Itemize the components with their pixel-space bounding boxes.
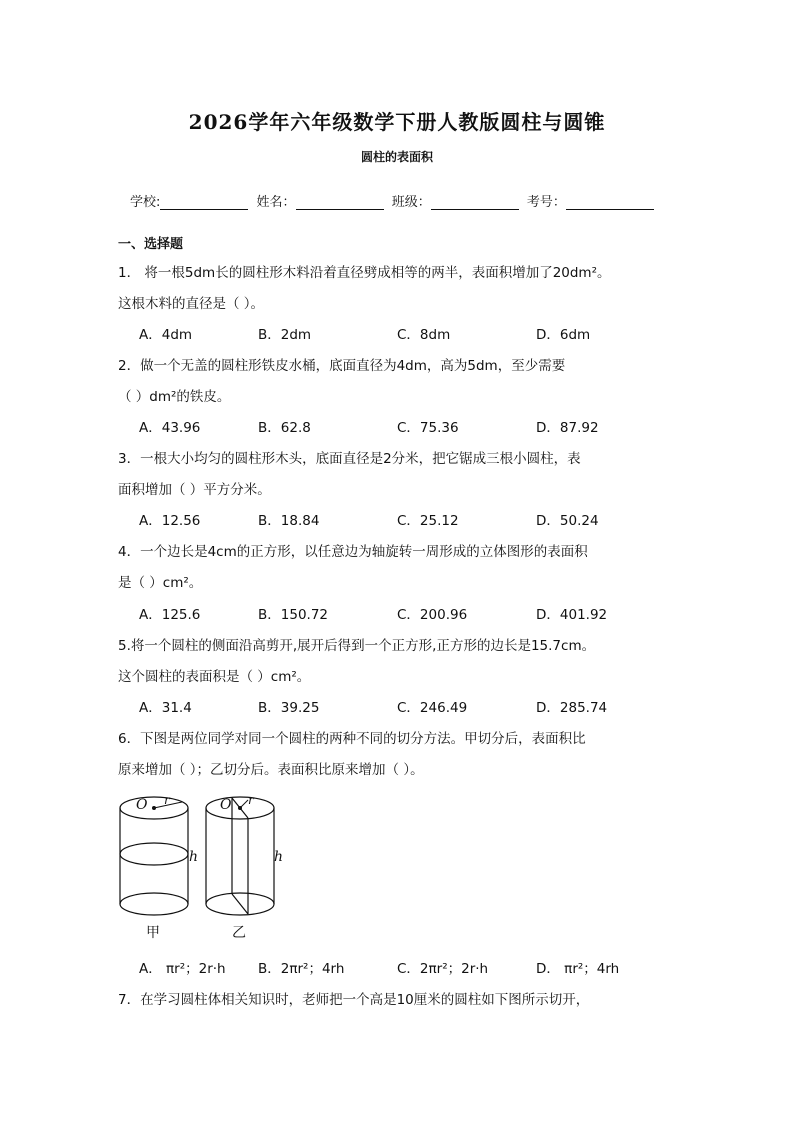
cylinder-figure xyxy=(110,790,310,945)
question-1-option-b[interactable]: B．2dm xyxy=(258,327,312,343)
student-info-row xyxy=(130,191,658,210)
class-field[interactable] xyxy=(431,195,519,210)
question-4-line-1: 4．一个边长是4cm的正方形，以任意边为轴旋转一周形成的立体图形的表面积 xyxy=(118,544,588,560)
question-6-line-1: 6．下图是两位同学对同一个圆柱的两种不同的切分方法。甲切分后，表面积比 xyxy=(118,731,586,747)
question-1-option-a[interactable]: A．4dm xyxy=(139,327,193,343)
question-5-line-2: 这个圆柱的表面积是（ ）cm²。 xyxy=(118,669,311,685)
question-1-option-d[interactable]: D．6dm xyxy=(536,327,591,343)
question-3-option-a[interactable]: A．12.56 xyxy=(139,513,201,529)
figure-b-height-label: h xyxy=(274,849,284,865)
question-3-line-1: 3．一根大小均匀的圆柱形木头，底面直径是2分米，把它锯成三根小圆柱，表 xyxy=(118,451,581,467)
name-label: 姓名： xyxy=(256,195,296,210)
question-6-option-b[interactable]: B．2πr²；4rh xyxy=(258,961,345,977)
question-2-line-1: 2．做一个无盖的圆柱形铁皮水桶，底面直径为4dm，高为5dm，至少需要 xyxy=(118,358,566,374)
question-6-option-c[interactable]: C．2πr²；2r·h xyxy=(397,961,489,977)
figure-b-radius-label: r xyxy=(248,793,254,807)
question-5-option-a[interactable]: A．31.4 xyxy=(139,700,192,716)
question-7-line-1: 7．在学习圆柱体相关知识时，老师把一个高是10厘米的圆柱如下图所示切开， xyxy=(118,992,590,1008)
question-1-line-1: 1． 将一根5dm长的圆柱形木料沿着直径劈成相等的两半，表面积增加了20dm²。 xyxy=(118,265,611,281)
question-6-option-d[interactable]: D． πr²；4rh xyxy=(536,961,620,977)
figure-a-radius-label: r xyxy=(164,793,170,807)
question-4-option-b[interactable]: B．150.72 xyxy=(258,607,328,623)
figure-b-label: 乙 xyxy=(232,925,246,941)
cylinder-a-middle-cut xyxy=(120,843,188,865)
question-2-option-d[interactable]: D．87.92 xyxy=(536,420,599,436)
question-5-option-c[interactable]: C．246.49 xyxy=(397,700,468,716)
figure-a-label: 甲 xyxy=(146,925,160,941)
question-2-line-2: （ ）dm²的铁皮。 xyxy=(118,389,231,405)
question-4-option-c[interactable]: C．200.96 xyxy=(397,607,468,623)
exam-no-label: 考号： xyxy=(526,195,566,210)
question-5-option-b[interactable]: B．39.25 xyxy=(258,700,320,716)
question-3-option-c[interactable]: C．25.12 xyxy=(397,513,459,529)
question-4-line-2: 是（ ）cm²。 xyxy=(118,575,203,591)
question-1-option-c[interactable]: C．8dm xyxy=(397,327,451,343)
question-3-line-2: 面积增加（ ）平方分米。 xyxy=(118,482,271,498)
page-title: 2026学年六年级数学下册人教版圆柱与圆锥 xyxy=(188,110,606,134)
page-subtitle: 圆柱的表面积 xyxy=(360,150,433,164)
question-3-option-d[interactable]: D．50.24 xyxy=(536,513,599,529)
question-2-option-a[interactable]: A．43.96 xyxy=(139,420,201,436)
name-field[interactable] xyxy=(296,195,384,210)
question-2-option-c[interactable]: C．75.36 xyxy=(397,420,459,436)
exam-no-field[interactable] xyxy=(566,195,654,210)
question-5-line-1: 5.将一个圆柱的侧面沿高剪开,展开后得到一个正方形,正方形的边长是15.7cm。 xyxy=(118,638,596,654)
school-field[interactable] xyxy=(160,195,248,210)
question-3-option-b[interactable]: B．18.84 xyxy=(258,513,320,529)
figure-a-center-label: O xyxy=(136,797,148,813)
question-6-line-2: 原来增加（ ）；乙切分后。表面积比原来增加（ ）。 xyxy=(118,762,424,778)
question-4-option-a[interactable]: A．125.6 xyxy=(139,607,201,623)
question-6-option-a[interactable]: A． πr²；2r·h xyxy=(139,961,226,977)
question-4-option-d[interactable]: D．401.92 xyxy=(536,607,608,623)
question-5-option-d[interactable]: D．285.74 xyxy=(536,700,608,716)
figure-a-height-label: h xyxy=(189,849,199,865)
question-1-line-2: 这根木料的直径是（ ）。 xyxy=(118,296,265,312)
question-2-option-b[interactable]: B．62.8 xyxy=(258,420,311,436)
cylinder-a-bottom xyxy=(120,893,188,915)
school-label: 学校: xyxy=(130,195,161,210)
section-title: 一、选择题 xyxy=(118,237,184,252)
class-label: 班级： xyxy=(391,195,431,210)
figure-b-center-label: O xyxy=(220,797,232,813)
